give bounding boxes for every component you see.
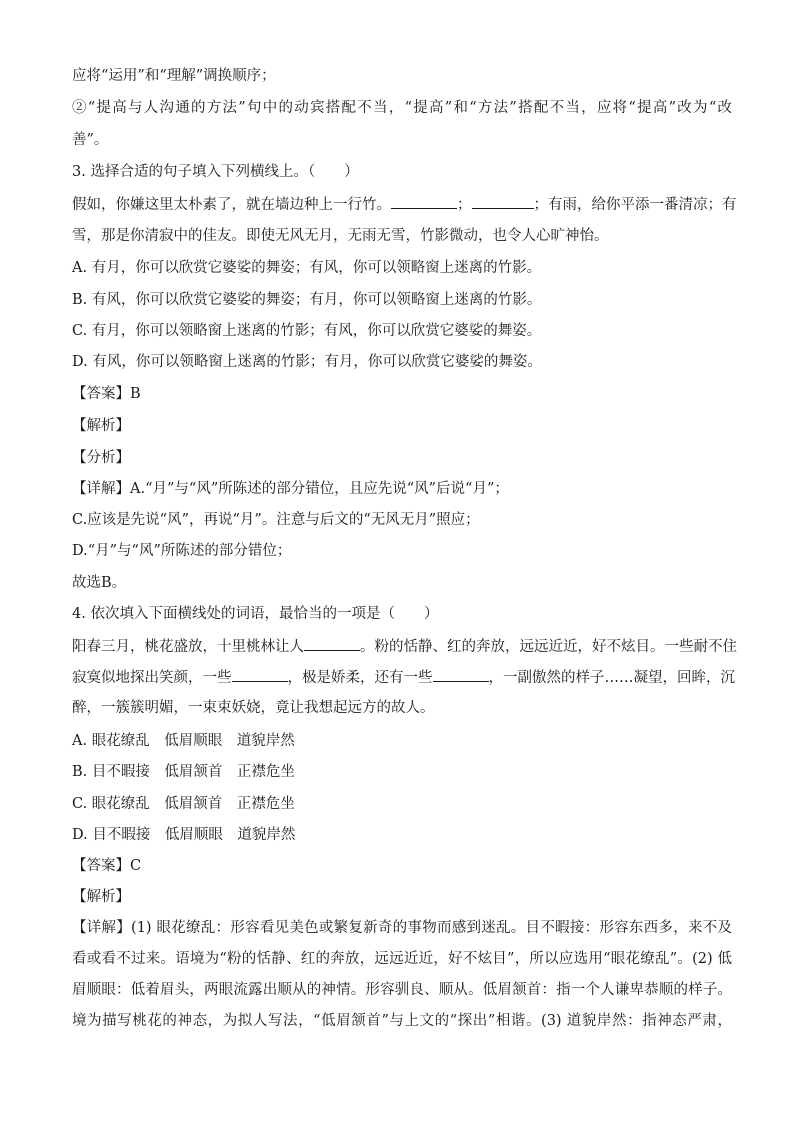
answer-label: 【答案】B bbox=[72, 386, 141, 402]
explanation-line: 【详解】A.“月”与“风”所陈述的部分错位，且应先说“风”后说“月”； bbox=[72, 481, 509, 497]
text-line: 善”。 bbox=[72, 132, 109, 148]
option-c: C. 眼花缭乱 低眉颔首 正襟危坐 bbox=[72, 796, 295, 812]
fill-blank bbox=[472, 194, 534, 209]
question-4-passage-line bbox=[72, 636, 737, 657]
fill-blank bbox=[433, 667, 489, 682]
analysis-subheading: 【分析】 bbox=[72, 450, 130, 466]
option-b: B. 目不暇接 低眉颔首 正襟危坐 bbox=[72, 764, 295, 780]
text-line: ②“提高与人沟通的方法”句中的动宾搭配不当，“提高”和“方法”搭配不当，应将“提高”改为“改 bbox=[72, 100, 732, 116]
explanation-line: 【详解】(1) 眼花缭乱：形容看见美色或繁复新奇的事物而感到迷乱。目不暇接：形容东西多，来不及 bbox=[72, 920, 732, 936]
question-3-passage-line bbox=[72, 194, 737, 215]
option-a: A. 眼花缭乱 低眉顺眼 道貌岸然 bbox=[72, 733, 295, 749]
option-d: D. 有风，你可以领略窗上迷离的竹影；有月，你可以欣赏它婆娑的舞姿。 bbox=[72, 354, 542, 370]
explanation-line: C.应该是先说“风”，再说“月”。注意与后文的“无风无月”照应； bbox=[72, 512, 480, 528]
option-c: C. 有月，你可以领略窗上迷离的竹影；有风，你可以欣赏它婆娑的舞姿。 bbox=[72, 323, 542, 339]
text-segment: 假如，你嫌这里太朴素了，就在墙边种上一行竹。 bbox=[72, 197, 391, 213]
analysis-label: 【解析】 bbox=[72, 418, 130, 434]
option-a: A. 有月，你可以欣赏它婆娑的舞姿；有风，你可以领略窗上迷离的竹影。 bbox=[72, 260, 542, 276]
explanation-line: D.“月”与“风”所陈述的部分错位； bbox=[72, 543, 292, 559]
text-segment: 阳春三月，桃花盛放，十里桃林让人 bbox=[72, 639, 304, 655]
question-4-passage-line: 醉，一簇簇明媚，一束束妖娆，竟让我想起远方的故人。 bbox=[72, 700, 435, 716]
fill-blank bbox=[391, 194, 457, 209]
explanation-line: 境为描写桃花的神态，为拟人写法，“低眉颔首”与上文的“探出”相谐。(3) 道貌岸然：指神态严肃， bbox=[72, 1013, 732, 1029]
text-segment: ；有雨，给你平添一番清凉；有 bbox=[533, 197, 737, 213]
text-segment: ，极是娇柔，还有一些 bbox=[287, 670, 433, 686]
text-segment: 。粉的恬静、红的奔放，远远近近，好不炫目。一些耐不住 bbox=[360, 639, 737, 655]
analysis-label: 【解析】 bbox=[72, 889, 130, 905]
text-segment: ，一副傲然的样子……凝望，回眸，沉 bbox=[488, 670, 735, 686]
question-4-stem: 4. 依次填入下面横线处的词语，最恰当的一项是（ ） bbox=[72, 606, 439, 622]
option-d: D. 目不暇接 低眉顺眼 道貌岸然 bbox=[72, 827, 296, 843]
text-segment: 寂寞似地探出笑颜，一些 bbox=[72, 670, 232, 686]
conclusion-line: 故选B。 bbox=[72, 575, 127, 591]
question-3-passage-line: 雪，那是你清寂中的佳友。即使无风无月，无雨无雪，竹影微动，也令人心旷神怡。 bbox=[72, 228, 609, 244]
explanation-line: 看或看不过来。语境为“粉的恬静、红的奔放，远远近近，好不炫目”，所以应选用“眼花缭乱”。(2) 低 bbox=[72, 951, 732, 967]
text-line: 应将“运用”和“理解”调换顺序； bbox=[72, 68, 276, 84]
explanation-line: 眉顺眼：低着眉头，两眼流露出顺从的神情。形容驯良、顺从。低眉颔首：指一个人谦卑恭顺的样子。 bbox=[72, 982, 732, 998]
fill-blank bbox=[304, 636, 360, 651]
fill-blank bbox=[232, 667, 288, 682]
question-4-passage-line bbox=[72, 667, 735, 688]
text-segment: ； bbox=[457, 197, 472, 213]
answer-label: 【答案】C bbox=[72, 858, 142, 874]
question-3-stem: 3. 选择合适的句子填入下列横线上。（ ） bbox=[72, 164, 359, 180]
option-b: B. 有风，你可以欣赏它婆娑的舞姿；有月，你可以领略窗上迷离的竹影。 bbox=[72, 292, 542, 308]
